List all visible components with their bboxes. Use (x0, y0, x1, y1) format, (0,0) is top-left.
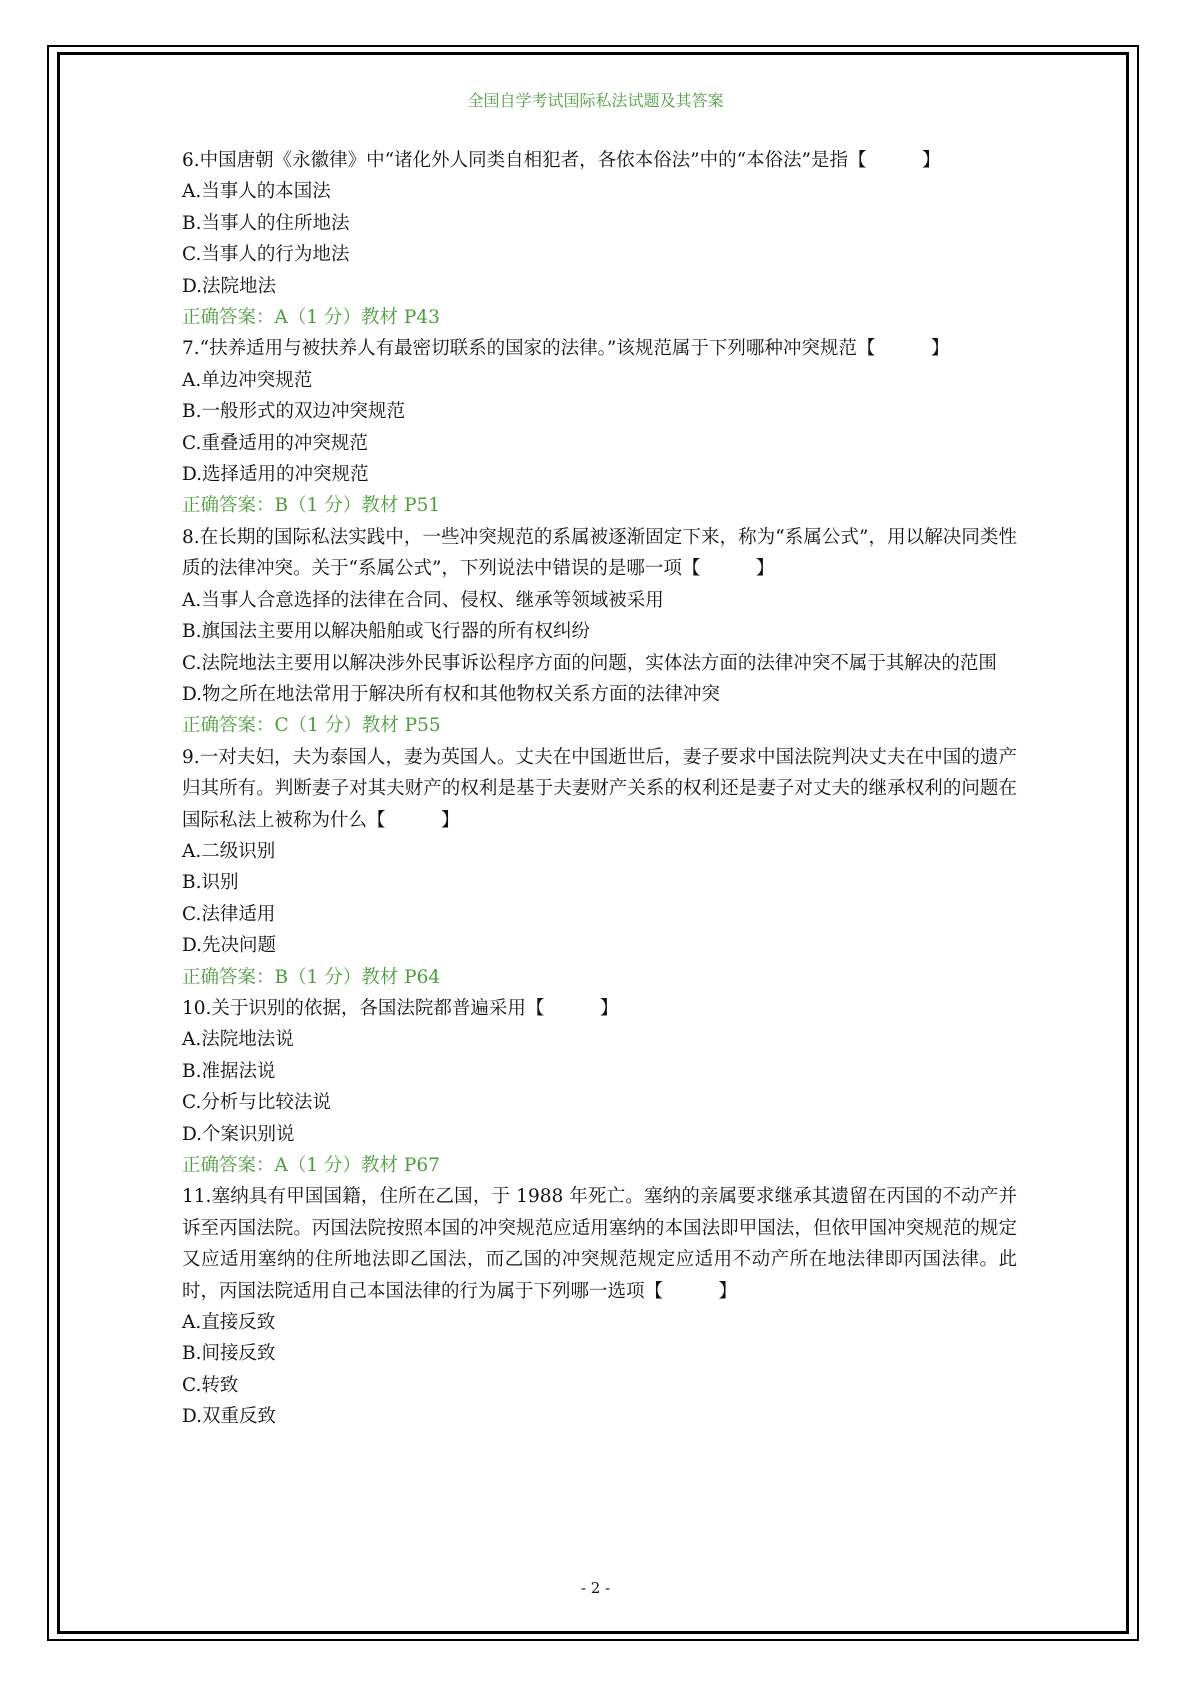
question-10 (182, 993, 1017, 1181)
option-c: C.法院地法主要用以解决涉外民事诉讼程序方面的问题，实体法方面的法律冲突不属于其解决的范围 (182, 652, 997, 674)
page-number: - 2 - (580, 1579, 611, 1597)
question-6 (182, 145, 1017, 333)
option-c: C.当事人的行为地法 (182, 244, 350, 266)
question-list (182, 145, 1017, 1433)
option-a: A.法院地法说 (182, 1029, 294, 1051)
correct-answer: 正确答案：C（1 分）教材 P55 (182, 715, 441, 737)
correct-answer: 正确答案：B（1 分）教材 P51 (182, 495, 441, 517)
option-b: B.旗国法主要用以解决船舶或飞行器的所有权纠纷 (182, 621, 590, 643)
option-b: B.识别 (182, 872, 239, 894)
option-b: B.一般形式的双边冲突规范 (182, 401, 405, 423)
option-a: A.直接反致 (182, 1312, 276, 1334)
option-a: A.单边冲突规范 (182, 369, 313, 391)
option-d: D.物之所在地法常用于解决所有权和其他物权关系方面的法律冲突 (182, 683, 721, 705)
question-stem: 9.一对夫妇，夫为泰国人，妻为英国人。丈夫在中国逝世后，妻子要求中国法院判决丈夫在中国的遗产归其所有。判断妻子对其夫财产的权利是基于夫妻财产关系的权利还是妻子对丈夫的继承权利的问题在国际私法上被称为什么【 】 (182, 746, 1017, 831)
option-c: C.重叠适用的冲突规范 (182, 432, 368, 454)
option-d: D.法院地法 (182, 275, 277, 297)
option-a: A.当事人的本国法 (182, 181, 331, 203)
option-b: B.间接反致 (182, 1343, 276, 1365)
option-d: D.个案识别说 (182, 1123, 295, 1145)
question-stem: 7.“扶养适用与被扶养人有最密切联系的国家的法律。”该规范属于下列哪种冲突规范【 】 (182, 338, 950, 360)
page-header-title: 全国自学考试国际私法试题及其答案 (467, 91, 724, 110)
question-7 (182, 333, 1017, 521)
question-stem: 10.关于识别的依据，各国法院都普遍采用【 】 (182, 997, 619, 1019)
option-c: C.法律适用 (182, 903, 276, 925)
option-d: D.先决问题 (182, 935, 277, 957)
question-stem: 8.在长期的国际私法实践中，一些冲突规范的系属被逐渐固定下来，称为“系属公式”，用以解决同类性质的法律冲突。关于“系属公式”，下列说法中错误的是哪一项【 】 (182, 526, 1017, 580)
option-d: D.双重反致 (182, 1406, 277, 1428)
correct-answer: 正确答案：A（1 分）教材 P67 (182, 1155, 440, 1176)
correct-answer: 正确答案：B（1 分）教材 P64 (182, 966, 441, 988)
question-stem: 11.塞纳具有甲国国籍，住所在乙国，于 1988 年死亡。塞纳的亲属要求继承其遗留在丙国的不动产并诉至丙国法院。丙国法院按照本国的冲突规范应适用塞纳的本国法即甲国法，但依甲国冲突规范的规定又应适用塞纳的住所地法即乙国法，而乙国的冲突规范规定应适用不动产所在地法律即丙国法律。此时，丙国法院适用自己本国法律的行为属于下列哪一选项【 】 (182, 1186, 1017, 1302)
option-c: C.转致 (182, 1374, 239, 1396)
option-a: A.当事人合意选择的法律在合同、侵权、继承等领域被采用 (182, 589, 664, 611)
option-d: D.选择适用的冲突规范 (182, 464, 369, 486)
question-9 (182, 742, 1017, 993)
question-8 (182, 522, 1017, 742)
option-a: A.二级识别 (182, 840, 276, 862)
option-c: C.分析与比较法说 (182, 1092, 331, 1114)
correct-answer: 正确答案：A（1 分）教材 P43 (182, 307, 440, 329)
question-11 (182, 1181, 1017, 1432)
question-stem: 6.中国唐朝《永徽律》中“诸化外人同类自相犯者，各依本俗法”中的“本俗法”是指【 】 (182, 150, 941, 171)
option-b: B.当事人的住所地法 (182, 212, 350, 234)
option-b: B.准据法说 (182, 1060, 276, 1082)
